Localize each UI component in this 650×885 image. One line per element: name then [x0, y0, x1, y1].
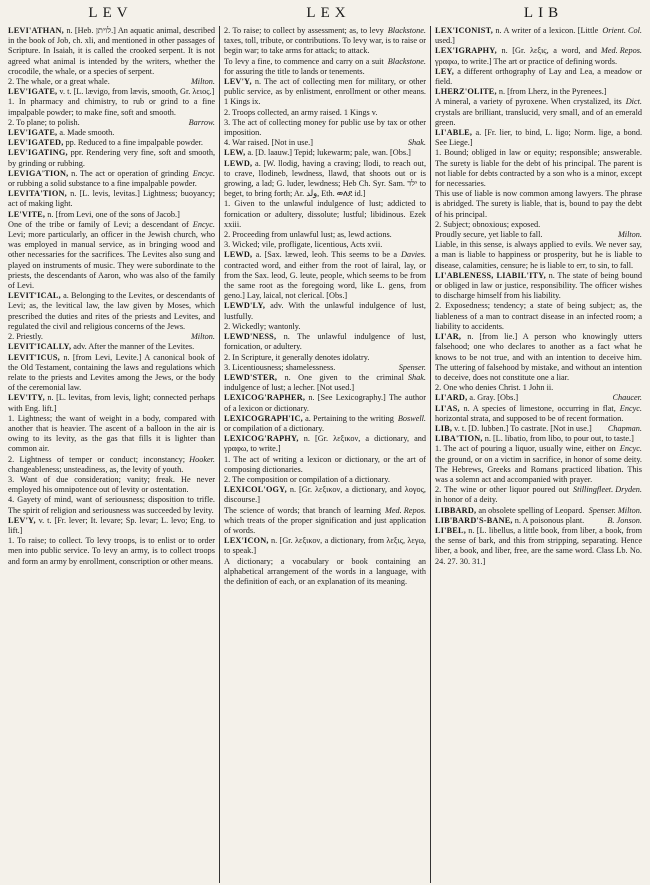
source-citation: Chaucer. — [612, 393, 642, 403]
definition-text: 3. The act of collecting money for public use by tax or other imposition. — [224, 117, 426, 138]
definition-text: 4. War raised. [Not in use.] — [224, 138, 313, 148]
headword: LEVIT'ICALLY, — [8, 342, 72, 352]
dictionary-entry — [8, 353, 215, 394]
definition-text: a. Belonging to the Levites, or descendants of Levi; as, the levitical law, the law given by Moses, which prescribed the duties and rites of the priests and Levites, and regulated the civil and religious concerns of the Jews. — [8, 291, 216, 331]
headword: LEVIT'ICAL, — [8, 291, 61, 301]
definition-text: a different orthography of Lay and Lea, a meadow or field. — [435, 66, 642, 87]
dictionary-entry — [224, 536, 426, 556]
definition-text: ppr. Rendering very fine, soft and smooth, by grinding or rubbing. — [8, 148, 216, 168]
dictionary-sense — [8, 97, 215, 117]
definition-text: 2. Lightness of temper or conduct; inconstancy; changeableness; unsteadiness, as, the levity of youth. — [8, 454, 186, 474]
dictionary-sense — [224, 138, 426, 148]
dictionary-entry — [435, 516, 642, 526]
definition-text: v. t. [Fr. lever; It. levare; Sp. levar; L. levo; Eng. to lift.] — [8, 515, 216, 535]
headword: LEVITA'TION, — [8, 189, 67, 199]
dictionary-sense — [435, 485, 642, 505]
definition-text: 2. The composition or compilation of a dictionary. — [224, 474, 390, 484]
dictionary-entry — [8, 148, 215, 168]
dictionary-entry — [8, 516, 215, 536]
source-citation: Encyc. — [192, 168, 215, 178]
dictionary-entry — [8, 393, 215, 413]
definition-text: a. [Fr. lier, to bind, L. ligo; Norm. lige, a bond. See Liege.] — [435, 128, 643, 148]
definition-text: a. [D. laauw.] Tepid; lukewarm; pale, wan. [Obs.] — [247, 148, 411, 158]
dictionary-entry — [435, 404, 642, 424]
definition-text: 3. Wicked; vile, profligate, licentious, Acts xvii. — [224, 240, 383, 250]
dictionary-entry — [224, 250, 426, 301]
headword: LI'BEL, — [435, 525, 466, 535]
dictionary-sense — [8, 475, 215, 495]
headword: LI'ABLENESS, LIABIL'ITY, — [435, 270, 546, 280]
dictionary-sense — [224, 240, 426, 250]
definition-text: n. [L. libatio, from libo, to pour out, to taste.] — [484, 434, 634, 444]
source-citation: Hooker. — [189, 454, 215, 464]
definition-text: n. [Heb. לויתן.] An aquatic animal, described in the book of Job, ch. xli, and mentioned in other passages of Scripture. In Isaiah, it is called the crooked serpent. It is not agreed what animal is intended by the writers, whether the crocodile, the whale, or a species of serpent. — [8, 26, 216, 76]
definition-text: n. [See Lexicography.] The author of a lexicon or dictionary. — [224, 393, 426, 413]
dictionary-entry — [435, 26, 642, 46]
definition-text: n. [Gr. λεξικον, a dictionary, from λεξις, λεγω, to speak.] — [224, 536, 426, 556]
headword: LHERZ'OLITE, — [435, 87, 497, 97]
headword: LEV'ITY, — [8, 393, 45, 403]
headword: LEXICOG'RAPHER, — [224, 393, 306, 403]
dictionary-sense — [435, 240, 642, 271]
headword: LEV'Y, — [224, 77, 252, 87]
definition-text: 2. One who denies Christ. 1 John ii. — [435, 383, 554, 393]
definition-text: 2. Priestly. — [8, 332, 43, 342]
definition-text: 2. Wickedly; wantonly. — [224, 321, 301, 331]
source-citation: Davies. — [401, 250, 426, 260]
definition-text: n. The unlawful indulgence of lust, fornication, or adultery. — [224, 332, 426, 352]
definition-text: 1. To raise; to collect. To levy troops, is to enlist or to order men into public service. To levy an army, is to collect troops and form an army by enrollment, conscription or other means. — [8, 536, 215, 566]
definition-text: n. A species of limestone, occurring in flat, horizontal strata, and supposed to be of recent formation. — [435, 403, 624, 423]
source-citation: Spenser. Milton. — [588, 505, 642, 515]
source-citation: Dict. — [625, 97, 642, 107]
dictionary-entry — [8, 189, 215, 209]
headword: LEXICOGRAPH'IC, — [224, 413, 303, 423]
dictionary-entry — [435, 424, 642, 434]
headword: LEV'IGATED, — [8, 138, 64, 148]
definition-text: n. [L. levis, levitas.] Lightness; buoyancy; act of making light. — [8, 189, 216, 209]
column-2 — [219, 26, 431, 883]
definition-text: n. [L. levitas, from levis, light; connected perhaps with Eng. lift.] — [8, 393, 215, 413]
dictionary-sense — [224, 199, 426, 230]
headword: LIBBARD, — [435, 505, 477, 515]
definition-text: Liable, in this sense, is always applied to evils. We never say, a man is liable to happiness or prosperity, but he is liable to disease, calamities, censure; he is liable to err, to sin, to fall. — [435, 240, 642, 270]
source-citation: Boswell. — [397, 413, 426, 423]
definition-text: v. t. [L. lævigo, from lævis, smooth, Gr. λειος.] — [59, 87, 215, 97]
headword: LI'ARD, — [435, 393, 468, 403]
definition-text: n. One given to the criminal indulgence of lust; a lecher. [Not used.] — [224, 372, 404, 393]
dictionary-entry — [435, 393, 642, 403]
definition-text: 2. In Scripture, it generally denotes idolatry. — [224, 352, 370, 362]
definition-text: 1. Lightness; the want of weight in a body, compared with another that is heavier. The ascent of a balloon in the air is owing to its levity, as the gas that fills it is lighter than common air. — [8, 413, 215, 454]
headword: LEWD, — [224, 250, 253, 260]
headword: LEV'Y, — [8, 515, 36, 525]
headword: LEV'IGATE, — [8, 128, 58, 138]
source-citation: Blackstone. — [387, 56, 426, 66]
headword: LEV'IGATE, — [8, 87, 58, 97]
dictionary-sense — [224, 363, 426, 373]
running-header-center: LEX — [306, 5, 351, 21]
dictionary-entry — [8, 26, 215, 77]
definition-text: 2. The whale, or a great whale. — [8, 77, 110, 87]
source-citation: Encyc. — [619, 403, 642, 413]
definition-text: 1. The act of pouring a liquor, usually wine, either on the ground, or on a victim in sacrifice, in honor of some deity. The Hebrews, Greeks and Romans practiced libation. This was a solemn act and accompanied with prayer. — [435, 444, 642, 484]
headword: LEWD, — [224, 158, 253, 168]
headword: LEXICOL'OGY, — [224, 485, 287, 495]
source-citation: B. Jonson. — [607, 515, 642, 525]
source-citation: Med. Repos. — [600, 46, 642, 56]
headword: LIB, — [435, 423, 453, 433]
dictionary-sense — [224, 230, 426, 240]
definition-text: n. [L. libellus, a little book, from liber, a book, from the sense of bark, and this from stripping, separating. Hence liber, a book, and liber, free, are the same word. Class Lb. No. 24. 27. 30. 31.] — [435, 525, 643, 566]
dictionary-sense — [435, 383, 642, 393]
dictionary-sense — [224, 26, 426, 57]
dictionary-entry — [8, 138, 215, 148]
definition-text: To levy a fine, to commence and carry on a suit for assuring the title to lands or tenements. — [224, 56, 384, 76]
dictionary-sense — [8, 414, 215, 455]
headword: LEX'IGRAPHY, — [435, 46, 497, 56]
definition-text: n. [Gr. λεξις, a word, and γραφω, to write.] The art or practice of defining words. — [435, 46, 618, 66]
definition-text: 4. Gayety of mind, want of seriousness; disposition to trifle. The spirit of religion and seriousness was succeeded by levity. — [8, 495, 215, 515]
definition-text: n. The state of being bound or obliged in law or justice, responsibility. The officer wishes to discharge himself from his liability. — [435, 270, 643, 301]
definition-text: 2. Exposedness; tendency; a state of being subject; as, the liableness of a man to contract disease in an infected room; a liability to accidents. — [435, 301, 642, 331]
definition-text: n. [Gr. λεξικον, a dictionary, and λογος, discourse.] — [224, 485, 426, 505]
dictionary-sense — [8, 77, 215, 87]
definition-text: One of the tribe or family of Levi; a descendant of Levi; more particularly, an officer in the Jewish church, who was employed in manual service, as in bringing wood and other necessaries for the sacrifices. The Levites also sung and played on instruments of music. They were subordinate to the priests, the descendants of Aaron, who was also of the family of Levi. — [8, 219, 215, 291]
definition-text: pp. Reduced to a fine impalpable powder. — [65, 138, 203, 148]
definition-text: 1. Given to the unlawful indulgence of lust; addicted to fornication or adultery, dissolute; lustful; libidinous. Ezek xxiii. — [224, 199, 426, 229]
definition-text: 2. The wine or other liquor poured out in honor of a deity. — [435, 485, 570, 505]
dictionary-sense — [8, 118, 215, 128]
dictionary-sense — [8, 332, 215, 342]
headword: LEWD'STER, — [224, 372, 278, 382]
dictionary-entry — [224, 373, 426, 393]
definition-text: n. [from Levi, one of the sons of Jacob.] — [47, 209, 180, 219]
definition-text: This use of liable is now common among lawyers. The phrase is abridged. The surety is liable, that is, bound to pay the debt of his principal. — [435, 189, 642, 219]
headword: LEWD'LY, — [224, 301, 266, 311]
dictionary-entry — [224, 485, 426, 505]
dictionary-columns — [4, 26, 646, 883]
headword: LEVI'ATHAN, — [8, 26, 64, 35]
definition-text: Proudly secure, yet liable to fall. — [435, 230, 543, 240]
definition-text: n. [from Lherz, in the Pyrenees.] — [498, 87, 607, 97]
definition-text: 1. The act of writing a lexicon or dictionary, or the art of composing dictionaries. — [224, 454, 426, 474]
definition-text: 3. Licentiousness; shamelessness. — [224, 362, 336, 372]
dictionary-sense — [224, 506, 426, 537]
dictionary-entry — [435, 526, 642, 567]
dictionary-entry — [224, 393, 426, 413]
definition-text: 3. Want of due consideration; vanity; freak. He never employed his omnipotence out of levity or ostentation. — [8, 474, 215, 495]
dictionary-entry — [435, 128, 642, 148]
running-header-left: LEV — [88, 5, 133, 21]
headword: LI'ABLE, — [435, 128, 473, 138]
dictionary-entry — [435, 271, 642, 302]
dictionary-sense — [435, 220, 642, 230]
dictionary-sense — [224, 322, 426, 332]
dictionary-sense — [8, 495, 215, 515]
running-headers — [4, 0, 646, 26]
headword: LEWD'NESS, — [224, 332, 277, 342]
definition-text: a. [W. llodig, having a craving; llodi, to reach out, to crave, llodineb, lewdness, llawd, that shoots out or is growing, a lad; G. luder, lewdness; Heb Ch. Syr. Sam. ילד to beget, to bring forth; Ar. ولد, Eth. ወለደ id.] — [224, 158, 427, 199]
dictionary-entry — [435, 67, 642, 87]
headword: LIB'BARD'S-BANE, — [435, 515, 513, 525]
definition-text: a. Gray. [Obs.] — [469, 393, 519, 403]
source-citation: Med. Repos. — [384, 505, 426, 515]
dictionary-entry — [224, 77, 426, 108]
source-citation: Milton. — [190, 332, 215, 342]
source-citation: Shak. — [407, 372, 426, 382]
dictionary-entry — [224, 414, 426, 434]
dictionary-sense — [435, 301, 642, 332]
dictionary-entry — [435, 332, 642, 383]
dictionary-entry — [8, 128, 215, 138]
definition-text: A dictionary; a vocabulary or book containing an alphabetical arrangement of the words in a language, with the definition of each, or an explanation of its meaning. — [224, 556, 426, 586]
source-citation: Stillingfleet. Dryden. — [573, 485, 642, 495]
dictionary-sense — [435, 444, 642, 485]
source-citation: Shak. — [407, 138, 426, 148]
dictionary-sense — [435, 97, 642, 128]
dictionary-entry — [435, 506, 642, 516]
definition-text: an obsolete spelling of Leopard. — [478, 505, 585, 515]
source-citation: Encyc. — [192, 219, 215, 229]
dictionary-sense — [224, 57, 426, 77]
dictionary-entry — [435, 434, 642, 444]
definition-text: A mineral, a variety of pyroxene. When crystalized, its crystals are brilliant, translucid, very small, and of an emerald green. — [435, 97, 642, 127]
source-citation: Milton. — [617, 230, 642, 240]
definition-text: n. [Gr. λεξικον, a dictionary, and γραφω, to write.] — [224, 434, 426, 454]
dictionary-sense — [224, 118, 426, 138]
source-citation: Spenser. — [398, 362, 426, 372]
dictionary-entry — [224, 159, 426, 200]
headword: LE'VITE, — [8, 209, 46, 219]
definition-text: 2. Troops collected, an army raised. 1 Kings v. — [224, 107, 378, 117]
headword: LEX'ICON, — [224, 536, 269, 546]
definition-text: n. A poisonous plant. — [514, 515, 585, 525]
dictionary-sense — [224, 475, 426, 485]
definition-text: The science of words; that branch of learning which treats of the proper signification and just application of words. — [224, 505, 426, 535]
dictionary-entry — [435, 87, 642, 97]
headword: LEX'ICONIST, — [435, 26, 493, 35]
definition-text: 1. In pharmacy and chimistry, to rub or grind to a fine impalpable powder; to make fine, soft and smooth. — [8, 97, 215, 117]
headword: LEXICOG'RAPHY, — [224, 434, 299, 444]
dictionary-sense — [435, 189, 642, 220]
definition-text: n. [from Levi, Levite.] A canonical book of the Old Testament, containing the laws and regulations which relate to the priests and Levites among the Jews, or the body of the ceremonial law. — [8, 352, 215, 393]
dictionary-entry — [224, 148, 426, 158]
source-citation: Blackstone. — [387, 26, 426, 35]
headword: LEVIT'ICUS, — [8, 352, 60, 362]
definition-text: a. [Sax. læwed, leoh. This seems to be a contracted word, and either from the root of lairal, lay, or from the Sax. leod, G. leute, people, which seems to be from the same root as the foregoing word, like L. gens, from geno.] Lay, laical, not clerical. [Obs.] — [224, 250, 426, 301]
source-citation: Chapman. — [607, 423, 642, 433]
definition-text: adv. With the unlawful indulgence of lust, lustfully. — [224, 301, 426, 321]
dictionary-sense — [435, 148, 642, 189]
dictionary-entry — [224, 434, 426, 454]
definition-text: adv. After the manner of the Levites. — [73, 342, 195, 352]
dictionary-sense — [8, 220, 215, 291]
definition-text: n. A writer of a lexicon. [Little used.] — [435, 26, 599, 46]
definition-text: 2. To raise; to collect by assessment; as, to levy taxes, toll, tribute, or contributions. To levy war, is to raise or begin war; to take arms for attack; to attack. — [224, 26, 426, 56]
definition-text: v. t. [D. lubben.] To castrate. [Not in use.] — [454, 423, 592, 433]
running-header-right: LIB — [523, 5, 564, 21]
headword: LI'AS, — [435, 403, 460, 413]
column-1 — [4, 26, 219, 883]
source-citation: Milton. — [190, 77, 215, 87]
dictionary-entry — [8, 87, 215, 97]
dictionary-entry — [8, 291, 215, 332]
source-citation: Barrow. — [188, 117, 215, 127]
headword: LEY, — [435, 66, 455, 76]
dictionary-entry — [8, 342, 215, 352]
dictionary-entry — [224, 332, 426, 352]
definition-text: n. The act or operation of grinding or rubbing a solid substance to a fine impalpable powder. — [8, 168, 197, 189]
definition-text: 2. To plane; to polish. — [8, 117, 80, 127]
dictionary-sense — [435, 230, 642, 240]
dictionary-entry — [8, 169, 215, 189]
dictionary-entry — [435, 46, 642, 66]
definition-text: n. The act of collecting men for military, or other public service, as by enlistment, enrollment or other means. 1 Kings ix. — [224, 77, 426, 107]
source-citation: Orient. Col. — [602, 26, 642, 35]
headword: LEW, — [224, 148, 246, 158]
dictionary-sense — [224, 108, 426, 118]
dictionary-sense — [224, 455, 426, 475]
definition-text: a. Made smooth. — [59, 128, 115, 138]
definition-text: 2. Subject; obnoxious; exposed. — [435, 219, 541, 229]
dictionary-sense — [224, 353, 426, 363]
dictionary-sense — [224, 557, 426, 588]
source-citation: Encyc. — [619, 444, 642, 454]
definition-text: n. [from lie.] A person who knowingly utters falsehood; one who declares to another as a fact what he knows to be not true, and with an intention to deceive him. The uttering of falsehood by mistake, and without an intention to deceive, does not constitute one a liar. — [435, 332, 643, 382]
definition-text: 2. Proceeding from unlawful lust; as, lewd actions. — [224, 230, 392, 240]
headword: LEV'IGATING, — [8, 148, 68, 158]
definition-text: a. Pertaining to the writing or compilation of a dictionary. — [224, 413, 394, 433]
dictionary-entry — [8, 210, 215, 220]
definition-text: 1. Bound; obliged in law or equity; responsible; answerable. The surety is liable for the debt of his principal. The parent is not liable for debts contracted by a son who is a minor, except for necessaries. — [435, 148, 642, 189]
headword: LIBA'TION, — [435, 434, 483, 444]
column-3 — [431, 26, 646, 883]
dictionary-sense — [8, 455, 215, 475]
dictionary-entry — [224, 301, 426, 321]
headword: LI'AR, — [435, 332, 462, 342]
headword: LEVIGA'TION, — [8, 168, 69, 178]
dictionary-sense — [8, 536, 215, 567]
